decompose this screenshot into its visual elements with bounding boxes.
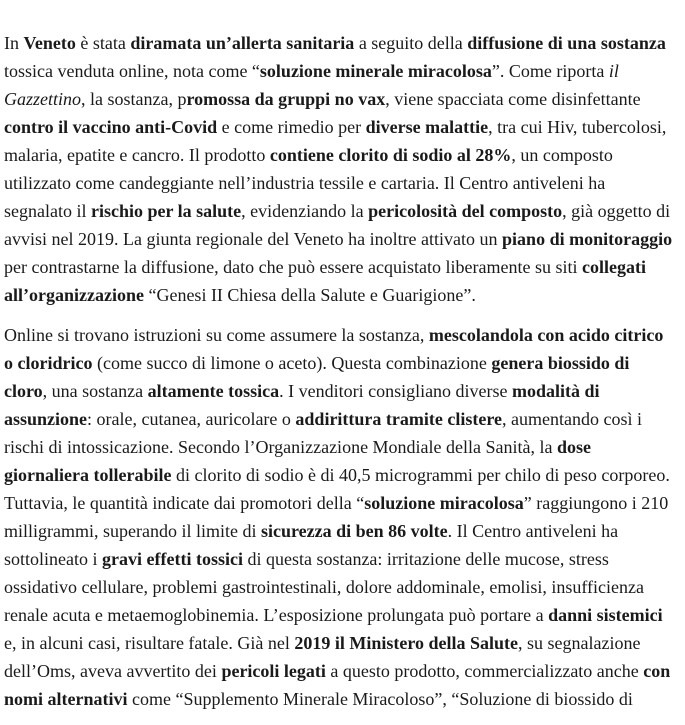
bold-text: Veneto <box>23 33 76 53</box>
text-run: e, in alcuni casi, risultare fatale. Già nel <box>4 633 295 653</box>
text-run: a seguito della <box>354 33 468 53</box>
text-run: come “Supplemento Minerale Miracoloso”, “Soluzione di biossido di <box>127 689 633 709</box>
bold-text: genera biossido di cloro <box>4 353 630 401</box>
text-run: , aumentando così i rischi di intossicazione. Secondo l’Organizzazione Mondiale della Sanità, la <box>4 409 642 457</box>
text-run: di clorito di sodio è di 40,5 microgrammi per chilo di peso corporeo. Tuttavia, le quantità indicate dai promotori della “ <box>4 465 670 513</box>
bold-text: diffusione di una sostanza <box>467 33 666 53</box>
bold-text: gravi effetti tossici <box>102 549 243 569</box>
text-run: Online si trovano istruzioni su come assumere la sostanza, <box>4 325 429 345</box>
bold-text: dose giornaliera tollerabile <box>4 437 592 485</box>
bold-text: pericoli legati <box>221 661 326 681</box>
text-run: (come succo di limone o aceto). Questa combinazione <box>92 353 492 373</box>
bold-text: diramata un’allerta sanitaria <box>130 33 355 53</box>
article-paragraph <box>4 29 676 309</box>
text-run: ”. Come riporta <box>491 61 609 81</box>
text-run: “Genesi II Chiesa della Salute e Guarigione”. <box>143 285 476 305</box>
bold-text: modalità di assunzione <box>4 381 600 429</box>
text-run: , su segnalazione dell’Oms, aveva avvertito dei <box>4 633 641 681</box>
bold-text: mescolandola con acido citrico o cloridrico <box>4 325 664 373</box>
text-run: , la sostanza, p <box>81 89 187 109</box>
text-run: ” raggiungono i 210 milligrammi, superando il limite di <box>4 493 669 541</box>
text-run: è stata <box>75 33 131 53</box>
italic-text: il Gazzettino <box>4 61 619 109</box>
bold-text: soluzione minerale miracolosa <box>259 61 492 81</box>
text-run: di questa sostanza: irritazione delle mucose, stress ossidativo cellulare, problemi gastrointestinali, dolore addominale, emolisi, insufficienza renale acuta e metaemoglobinemia. L’esposizione prolungata può portare a <box>4 549 645 625</box>
text-run: tossica venduta online, nota come “ <box>4 61 260 81</box>
text-run: , tra cui Hiv, tubercolosi, malaria, epatite e cancro. Il prodotto <box>4 117 667 165</box>
bold-text: contro il vaccino anti-Covid <box>4 117 218 137</box>
text-run: . I venditori consigliano diverse <box>279 381 513 401</box>
article-body <box>4 29 676 725</box>
bold-text: danni sistemici <box>548 605 663 625</box>
bold-text: rischio per la salute <box>90 201 242 221</box>
text-run: : orale, cutanea, auricolare o <box>87 409 296 429</box>
text-run: a questo prodotto, commercializzato anche <box>325 661 644 681</box>
bold-text: piano di monitoraggio <box>502 229 673 249</box>
bold-text: contiene clorito di sodio al 28% <box>269 145 512 165</box>
text-run: , già oggetto di avvisi nel 2019. La giunta regionale del Veneto ha inoltre attivato un <box>4 201 671 249</box>
bold-text: romossa da gruppi no vax <box>186 89 386 109</box>
bold-text: addirittura tramite clistere <box>295 409 503 429</box>
text-run: , un composto utilizzato come candeggiante nell’industria tessile e cartaria. Il Centro antiveleni ha segnalato il <box>4 145 613 221</box>
bold-text: diverse malattie <box>365 117 489 137</box>
text-run: per contrastarne la diffusione, dato che può essere acquistato liberamente su siti <box>4 257 582 277</box>
bold-text: sicurezza di ben 86 volte <box>260 521 448 541</box>
bold-text: con nomi alternativi <box>4 661 671 709</box>
bold-text: 2019 il Ministero della Salute <box>294 633 519 653</box>
text-run: , evidenziando la <box>241 201 369 221</box>
article-paragraph <box>4 321 676 713</box>
bold-text: altamente tossica <box>147 381 280 401</box>
bold-text: soluzione miracolosa <box>364 493 524 513</box>
bold-text: collegati all’organizzazione <box>4 257 646 305</box>
bold-text: pericolosità del composto <box>368 201 563 221</box>
text-run: . Il Centro antiveleni ha sottolineato i <box>4 521 619 569</box>
text-run: In <box>4 33 24 53</box>
text-run: , una sostanza <box>42 381 148 401</box>
text-run: , viene spacciata come disinfettante <box>385 89 641 109</box>
text-run: e come rimedio per <box>217 117 366 137</box>
